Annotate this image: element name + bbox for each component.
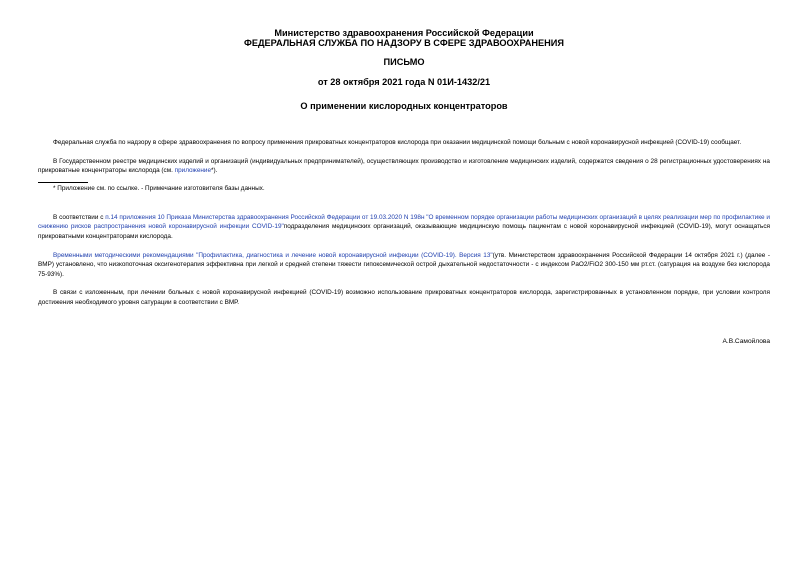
- paragraph-2-text-start: В Государственном реестре медицинских изделий и организаций (индивидуальных предпринимателей), осуществляющих производство и изготовление медицинских изделий, содержатся сведения о 28 регистрационных удостоверениях на прикроватные концентраторы кислорода (см.: [38, 157, 770, 175]
- order-198n-link[interactable]: п.14 приложения 10 Приказа Министерства здравоохранения Российской Федерации от 19.03.2020 N 198н "О временном порядке организации работы медицинских организаций в целях реализации мер по профилактике и снижению рисков распространения новой коронавирусной инфекции COVID-19": [38, 213, 770, 231]
- guidelines-link[interactable]: Временными методическими рекомендациями "Профилактика, диагностика и лечение новой коронавирусной инфекции (COVID-19). Версия 13": [53, 251, 493, 259]
- document-date-number: от 28 октября 2021 года N 01И-1432/21: [317, 77, 491, 87]
- paragraph-3-text-start: В соответствии с: [53, 213, 106, 221]
- paragraph-1: Федеральная служба по надзору в сфере здравоохранения по вопросу применения прикроватных концентраторов кислорода при оказании медицинской помощи больным с новой коронавирусной инфекцией (COVID-19) сообщает.: [53, 139, 742, 146]
- paragraph-3-text-end: подразделения медицинских организаций, оказывающие медицинскую помощь пациентам с новой коронавирусной инфекцией (COVID-19), могут оснащаться прикроватными концентраторами кислорода.: [38, 223, 770, 240]
- document-type: ПИСЬМО: [383, 57, 425, 67]
- paragraph-2-text-end: *).: [211, 167, 218, 175]
- ministry-name: Министерство здравоохранения Российской Федерации: [274, 28, 534, 38]
- footnote: * Приложение см. по ссылке. - Примечание изготовителя базы данных.: [53, 184, 265, 192]
- document-page: [38, 28, 770, 346]
- signature: А.В.Самойлова: [722, 337, 770, 345]
- paragraph-4: [38, 251, 770, 280]
- paragraph-5: В связи с изложенным, при лечении больных с новой коронавирусной инфекцией (COVID-19) возможно использование прикроватных концентраторов кислорода, зарегистрированных в установленном порядке, при условии контроля достижения необходимого уровня сатурации в соответствии с ВМР.: [38, 289, 770, 306]
- footnote-divider: [38, 182, 88, 183]
- paragraph-4-text-end: (утв. Министерством здравоохранения Российской Федерации 14 октября 2021 г.) (далее - ВМР) установлено, что низкопоточная оксигенотерапия эффективна при легкой и средней степени тяжести гипоксемической острой дыхательной недостаточности - с индексом PaO2/FiO2 300-150 мм рт.ст. (сатурация на воздухе без кислорода 75-93%).: [38, 251, 770, 278]
- document-subject: О применении кислородных концентраторов: [300, 101, 508, 111]
- paragraph-3: [38, 213, 770, 242]
- appendix-link[interactable]: приложение: [174, 167, 212, 175]
- service-name: ФЕДЕРАЛЬНАЯ СЛУЖБА ПО НАДЗОРУ В СФЕРЕ ЗДРАВООХРАНЕНИЯ: [243, 38, 564, 48]
- paragraph-2: [38, 157, 770, 176]
